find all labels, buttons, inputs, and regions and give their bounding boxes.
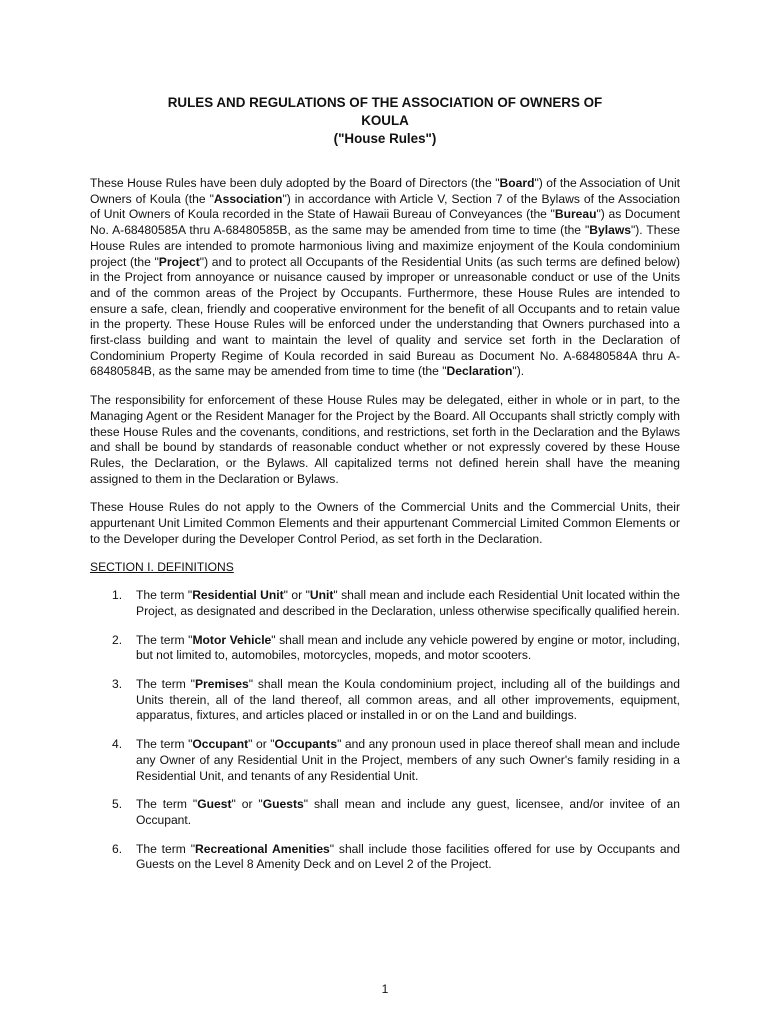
definition-item: 5. The term "Guest" or "Guests" shall mean and include any guest, licensee, and/or invitee of an Occupant. (112, 797, 681, 827)
page-number: 1 (381, 982, 389, 996)
definition-item: 3. The term "Premises" shall mean the Koula condominium project, including all of the buildings and Units therein, all of the land thereof, all common areas, and all other improvements, equipment, apparatus, fixtures, and articles placed or installed in or on the Land and buildings. (112, 676, 680, 723)
definition-item: 2. The term "Motor Vehicle" shall mean and include any vehicle powered by engine or motor, including, but not limited to, automobiles, motorcycles, mopeds, and motor scooters. (112, 632, 680, 663)
title-line-1: RULES AND REGULATIONS OF THE ASSOCIATION OF OWNERS OF (167, 95, 603, 110)
definitions-list (90, 588, 680, 873)
title-line-3: ("House Rules") (333, 131, 437, 146)
intro-paragraph-2: The responsibility for enforcement of these House Rules may be delegated, either in whole or in part, to the Managing Agent or the Resident Manager for the Project by the Board. All Occupants shall strictly comply with these House Rules and the covenants, conditions, and restrictions, set forth in the Declaration and the Bylaws and shall be bound by standards of reasonable conduct whether or not expressly covered by these House Rules, the Declaration, or the Bylaws. All capitalized terms not defined herein shall have the meaning assigned to them in the Declaration or Bylaws. (90, 393, 680, 486)
definition-item: 4. The term "Occupant" or "Occupants" and any pronoun used in place thereof shall mean and include any Owner of any Residential Unit in the Project, members of any such Owner's family residing in a Residential Unit, and tenants of any Residential Unit. (112, 737, 681, 783)
document-title (90, 94, 680, 148)
title-line-2: KOULA (361, 113, 409, 128)
intro-paragraph-3: These House Rules do not apply to the Owners of the Commercial Units and the Commercial Units, their appurtenant Unit Limited Common Elements and their appurtenant Commercial Limited Common Elements or to the Developer during the Developer Control Period, as set forth in the Declaration. (90, 500, 680, 546)
document-body (90, 176, 680, 886)
intro-paragraph-1: These House Rules have been duly adopted by the Board of Directors (the "Board") of the Association of Unit Owners of Koula (the "Association") in accordance with Article V, Section 7 of the Bylaws of the Association of Unit Owners of Koula recorded in the State of Hawaii Bureau of Conveyances (the "Bureau") as Document No. A-68480585A thru A-68480585B, as the same may be amended from time to time (the "Bylaws"). These House Rules are intended to promote harmonious living and maximize enjoyment of the Koula condominium project (the "Project") and to protect all Occupants of the Residential Units (as such terms are defined below) in the Project from annoyance or nuisance caused by improper or unreasonable conduct or use of the Units and of the common areas of the Project by Occupants. Furthermore, these House Rules are intended to ensure a safe, clean, friendly and cooperative environment for the benefit of all Occupants and to retain value in the property. These House Rules will be enforced under the understanding that Owners purchased into a first-class building and want to maintain the level of quality and service set forth in the Declaration of Condominium Property Regime of Koula recorded in said Bureau as Document No. A-68480584A thru A-68480584B, as the same may be amended from time to time (the "Declaration"). (90, 176, 680, 379)
definition-item: 6. The term "Recreational Amenities" shall include those facilities offered for use by Occupants and Guests on the Level 8 Amenity Deck and on Level 2 of the Project. (112, 841, 680, 872)
definition-item: 1. The term "Residential Unit" or "Unit" shall mean and include each Residential Unit located within the Project, as designated and described in the Declaration, unless otherwise specifically qualified herein. (112, 588, 680, 618)
section-heading: SECTION I. DEFINITIONS (90, 560, 234, 575)
